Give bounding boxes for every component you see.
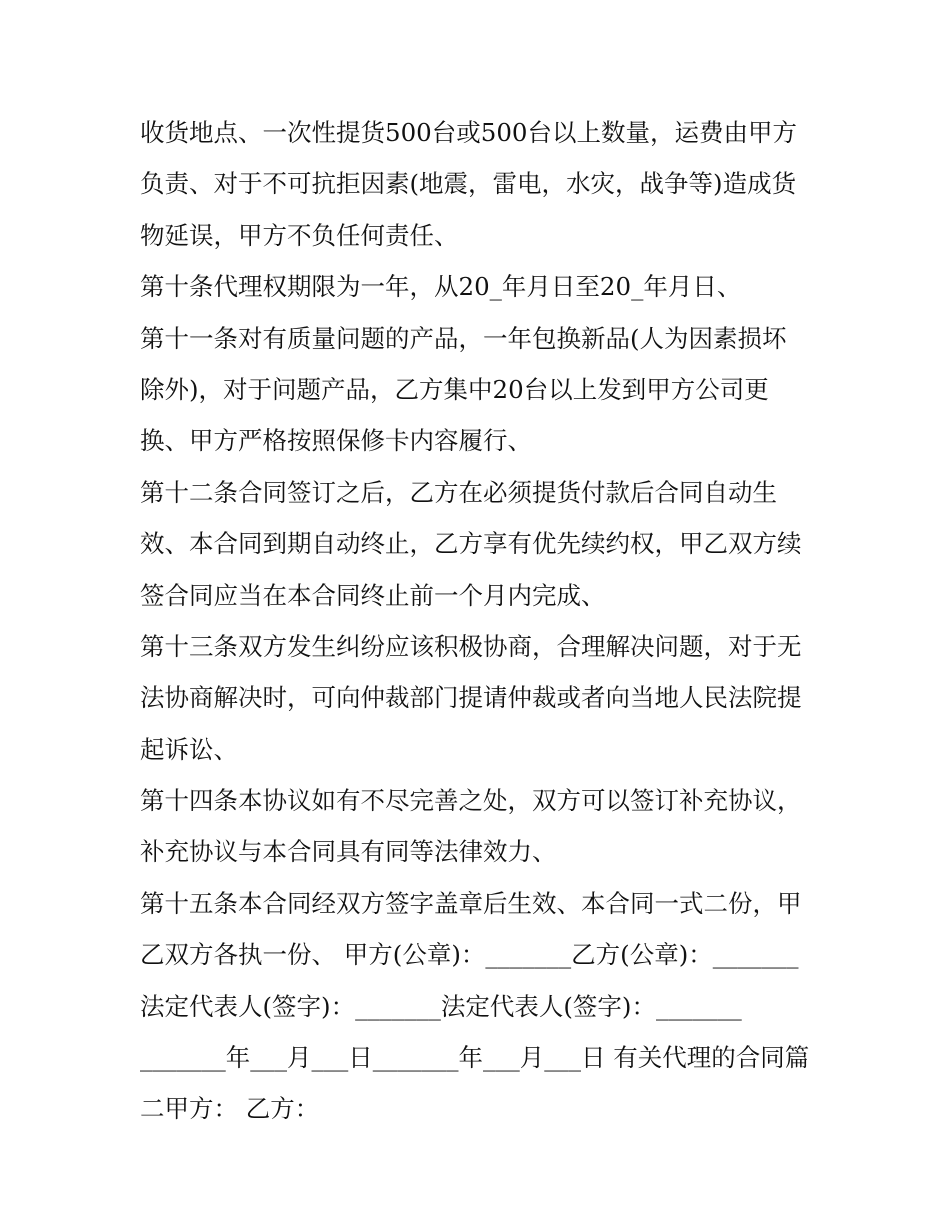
text-line: 除外)，对于问题产品，乙方集中20台以上发到甲方公司更: [140, 374, 769, 404]
text-line: 签合同应当在本合同终止前一个月内完成、: [140, 580, 606, 610]
text-line: 效、本合同到期自动终止，乙方享有优先续约权，甲乙双方续: [140, 529, 802, 559]
text-line: 补充协议与本合同具有同等法律效力、: [140, 837, 557, 867]
text-line: 收货地点、一次性提货500台或500台以上数量，运费由甲方: [140, 118, 798, 147]
text-line: 第十一条对有质量问题的产品，一年包换新品(人为因素损坏: [140, 323, 787, 353]
text-line: 法协商解决时，可向仲裁部门提请仲裁或者向当地人民法院提: [140, 683, 802, 713]
text-line: 负责、对于不可抗拒因素(地震，雷电，水灾，战争等)造成货: [140, 169, 797, 199]
text-line: 第十四条本协议如有不尽完善之处，双方可以签订补充协议，: [140, 786, 802, 816]
text-line: _______年___月___日_______年___月___日 有关代理的合同篇: [140, 1043, 810, 1073]
text-line: 第十条代理权期限为一年，从20_年月日至20_年月日、: [140, 272, 742, 302]
text-line: 二甲方： 乙方：: [140, 1094, 320, 1124]
text-line: 第十五条本合同经双方签字盖章后生效、本合同一式二份，甲: [140, 888, 802, 918]
document-page: [140, 107, 820, 1135]
text-line: 法定代表人(签字)：_______法定代表人(签字)：_______: [140, 991, 742, 1021]
text-line: 第十二条合同签订之后，乙方在必须提货付款后合同自动生: [140, 477, 777, 507]
text-line: 换、甲方严格按照保修卡内容履行、: [140, 426, 532, 456]
text-line: 第十三条双方发生纠纷应该积极协商，合理解决问题，对于无: [140, 631, 802, 661]
text-line: 乙双方各执一份、 甲方(公章)：_______乙方(公章)：_______: [140, 940, 799, 970]
text-line: 起诉讼、: [140, 734, 238, 764]
text-line: 物延误，甲方不负任何责任、: [140, 220, 459, 250]
